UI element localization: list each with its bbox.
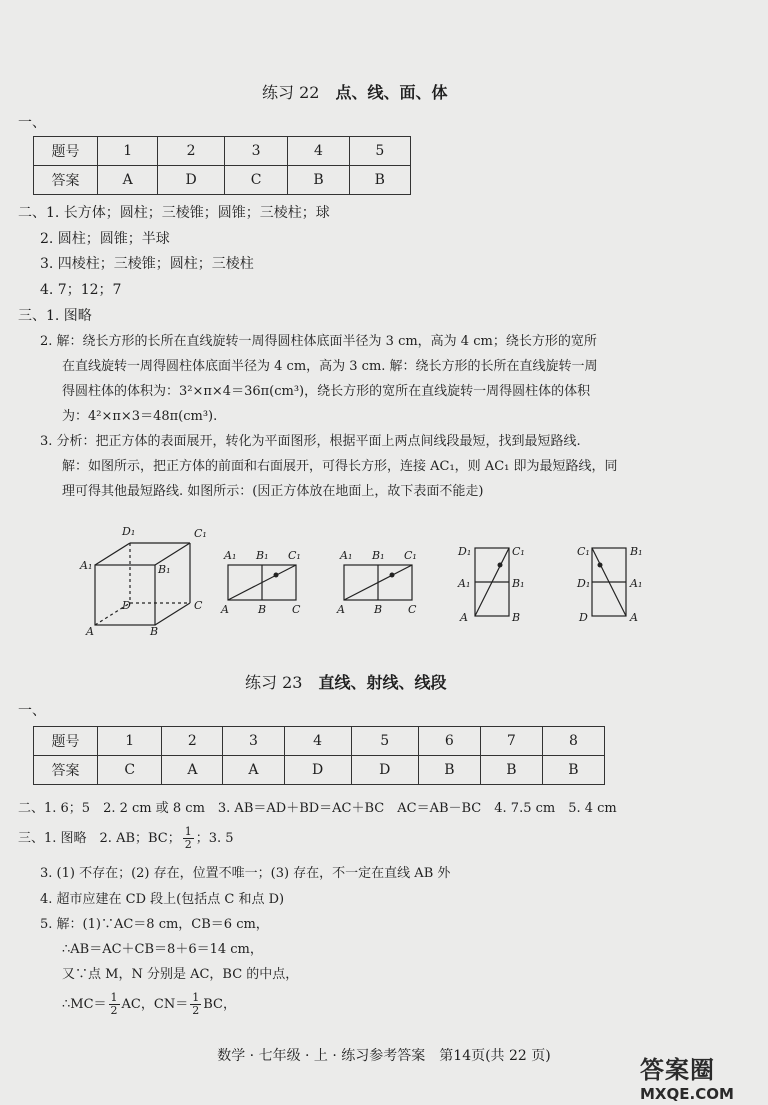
table-row [34,756,605,785]
net-label: A [460,611,468,624]
table-cell: 4 [284,727,351,756]
fraction-half [183,826,194,851]
table-cell: B [542,756,604,785]
text-line: 5. 解：(1)∵AC＝8 cm，CB＝6 cm， [40,917,269,932]
net-label: B₁ [630,545,643,558]
net-rect-3 [475,548,509,616]
net-label: B [258,603,267,616]
net-label: A [337,603,345,616]
text-line: 2. 解：绕长方形的长所在直线旋转一周得圆柱体底面半径为 3 cm，高为 4 cm；绕长方形的宽所 [40,334,597,349]
table-cell: 5 [351,727,418,756]
cube-label: A [86,625,94,638]
text-line: 为：4²×π×3＝48π(cm³). [62,409,218,424]
table-cell: 4 [288,137,349,166]
table-cell: B [418,756,480,785]
cube-label: B₁ [158,563,171,576]
table-cell: D [158,166,224,195]
net-label: C [292,603,301,616]
cube-label: C [194,599,203,612]
text-line-with-fraction [62,992,236,1017]
table-cell: 2 [162,727,223,756]
table-cell: D [351,756,418,785]
text-segment: ∴MC＝ [62,997,107,1012]
text-line: 得圆柱体的体积为：3²×π×4＝36π(cm³)，绕长方形的宽所在直线旋转一周得圆柱体的体积 [62,384,591,399]
fraction-denominator: 2 [110,1004,118,1017]
text-line: 解：如图所示，把正方体的前面和右面展开，可得长方形，连接 AC₁，则 AC₁ 即为最短路线，同 [62,459,618,474]
net-label: A₁ [458,577,471,590]
watermark-logo [640,1050,734,1103]
net-label: A [221,603,229,616]
fraction-half [190,992,201,1017]
section22-answer-table [33,136,411,195]
text-line: 4. 超市应建在 CD 段上(包括点 C 和点 D) [40,892,285,907]
table-cell: B [349,166,410,195]
table-cell: B [288,166,349,195]
fraction-numerator: 1 [110,991,118,1004]
net-label: A₁ [340,549,353,562]
text-line-with-fraction [18,826,234,851]
table-cell: 答案 [34,166,98,195]
text-line: 二、1. 长方体；圆柱；三棱锥；圆锥；三棱柱；球 [18,205,330,221]
text-line: 3. 四棱柱；三棱锥；圆柱；三棱柱 [40,256,254,272]
net-label: A₁ [630,577,643,590]
table-row [34,166,411,195]
point-marker [390,573,395,578]
net-rect-2 [344,565,412,600]
cube-label: C₁ [194,527,207,540]
text-line: 4. 7；12；7 [40,282,122,298]
text-segment: ；3. 5 [195,831,234,846]
cube-label: D₁ [122,525,136,538]
net-label: B [374,603,383,616]
text-line: 2. 圆柱；圆锥；半球 [40,231,170,247]
table-cell: 题号 [34,137,98,166]
net-label: A₁ [224,549,237,562]
net-label: C₁ [577,545,590,558]
text-segment: BC， [203,997,236,1012]
table-cell: 1 [98,137,158,166]
table-cell: D [284,756,351,785]
table-cell: 2 [158,137,224,166]
text-segment: 三、1. 图略 2. AB；BC； [18,831,181,846]
fraction-denominator: 2 [192,1004,200,1017]
net-label: D [579,611,588,624]
cube-label: A₁ [80,559,93,572]
net-label: C [408,603,417,616]
table-cell: 5 [349,137,410,166]
section22-number: 练习 22 [262,83,320,102]
fraction-half [109,992,120,1017]
table-cell: B [480,756,542,785]
point-marker [498,563,503,568]
text-line: 二、1. 6；5 2. 2 cm 或 8 cm 3. AB＝AD＋BD＝AC＋BC AC＝AB－BC 4. 7.5 cm 5. 4 cm [18,801,617,816]
text-line: 3. (1) 不存在；(2) 存在，位置不唯一；(3) 存在，不一定在直线 AB 外 [40,866,451,881]
table-cell: C [224,166,288,195]
watermark-text: 答案圈 [640,1056,715,1084]
fraction-numerator: 1 [192,991,200,1004]
net-label: D₁ [577,577,591,590]
text-line: 三、1. 图略 [18,308,92,324]
table-cell: 3 [223,727,284,756]
net-label: B₁ [512,577,525,590]
watermark-url: MXQE.COM [640,1085,734,1103]
cube-label: B [150,625,159,638]
text-line: 又∵点 M，N 分别是 AC，BC 的中点， [62,967,299,982]
text-line: 3. 分析：把正方体的表面展开，转化为平面图形，根据平面上两点间线段最短，找到最短路线. [40,434,581,449]
net-label: C₁ [288,549,301,562]
section23-answer-table [33,726,605,785]
text-line: ∴AB＝AC＋CB＝8＋6＝14 cm， [62,942,263,957]
section22-title [262,80,447,103]
table-cell: 3 [224,137,288,166]
table-cell: 1 [98,727,162,756]
net-rect-1 [228,565,296,600]
net-label: D₁ [458,545,472,558]
table-row [34,137,411,166]
section23-title [245,670,446,693]
table-cell: A [98,166,158,195]
table-row [34,727,605,756]
fraction-denominator: 2 [184,838,192,851]
text-line: 在直线旋转一周得圆柱体底面半径为 4 cm，高为 3 cm. 解：绕长方形的长所在直线旋转一周 [62,359,598,374]
section22-part1-label: 一、 [18,115,46,131]
table-cell: 答案 [34,756,98,785]
section23-number: 练习 23 [245,673,303,692]
net-label: C₁ [512,545,525,558]
net-label: B [512,611,521,624]
cube-diagram [95,543,190,625]
page-footer: 数学 · 七年级 · 上 · 练习参考答案 第14页(共 22 页) [217,1048,551,1064]
net-label: B₁ [256,549,269,562]
point-marker [274,573,279,578]
net-rect-4 [592,548,626,616]
table-cell: C [98,756,162,785]
table-cell: 6 [418,727,480,756]
cube-label: D [122,599,131,612]
net-label: A [630,611,638,624]
net-label: B₁ [372,549,385,562]
section22-heading: 点、线、面、体 [335,83,448,102]
section23-heading: 直线、射线、线段 [318,673,447,692]
section23-part1-label: 一、 [18,703,46,719]
table-cell: A [162,756,223,785]
table-cell: A [223,756,284,785]
cube-figures [0,515,768,640]
table-cell: 7 [480,727,542,756]
net-label: C₁ [404,549,417,562]
point-marker [598,563,603,568]
table-cell: 8 [542,727,604,756]
text-segment: AC，CN＝ [121,997,189,1012]
table-cell: 题号 [34,727,98,756]
text-line: 理可得其他最短路线. 如图所示：(因正方体放在地面上，故下表面不能走) [62,484,484,499]
fraction-numerator: 1 [184,825,192,838]
